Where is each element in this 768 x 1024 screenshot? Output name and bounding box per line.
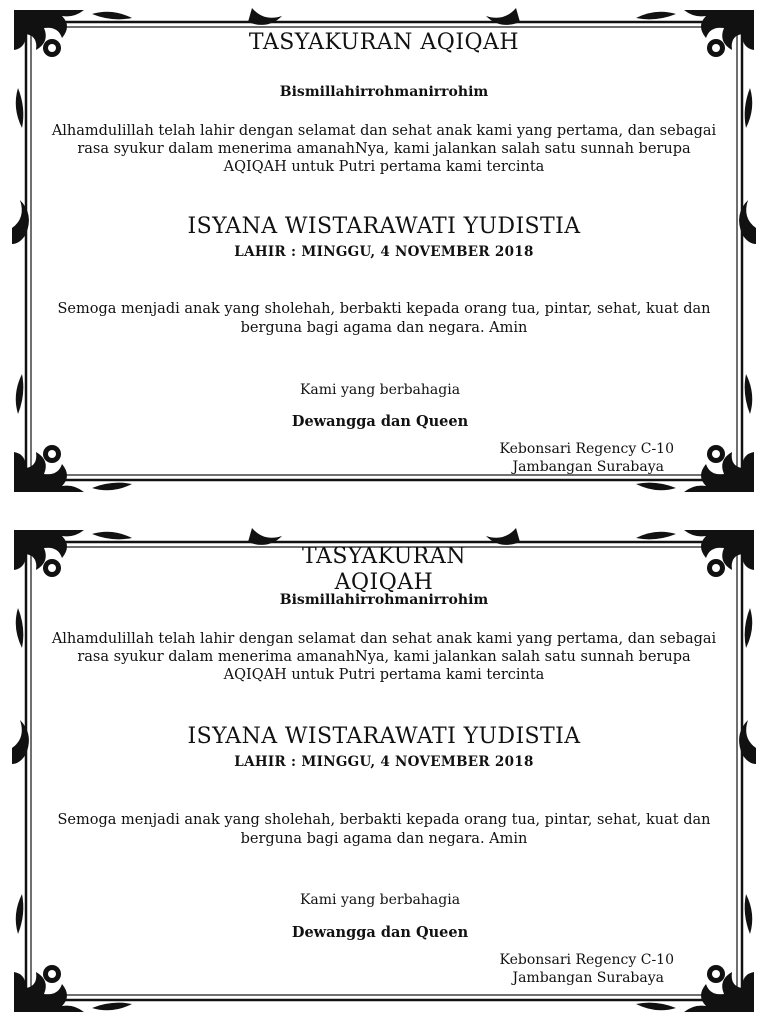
intro-line-2: rasa syukur dalam menerima amanahNya, kami jalankan salah satu sunnah berupa [77,649,691,665]
invitation-card-1 [12,8,756,494]
corner-ornament-top-right [636,10,754,128]
birth-date: LAHIR : MINGGU, 4 NOVEMBER 2018 [234,244,534,260]
intro-line-1: Alhamdulillah telah lahir dengan selamat dan sehat anak kami yang pertama, dan sebagai [51,631,717,647]
child-name: ISYANA WISTARAWATI YUDISTIA [187,214,581,239]
intro-line-2: rasa syukur dalam menerima amanahNya, kami jalankan salah satu sunnah berupa [77,141,691,157]
greeting-basmala: Bismillahirrohmanirrohim [279,84,489,100]
prayer-paragraph [12,300,756,338]
prayer-line-1: Semoga menjadi anak yang sholehah, berbakti kepada orang tua, pintar, sehat, kuat dan [57,812,711,828]
intro-line-1: Alhamdulillah telah lahir dengan selamat dan sehat anak kami yang pertama, dan sebagai [51,123,717,139]
greeting-basmala: Bismillahirrohmanirrohim [279,592,489,608]
address-line-1: Kebonsari Regency C-10 [499,952,674,968]
closing-line: Kami yang berbahagia [299,382,461,398]
parents-names: Dewangga dan Queen [291,924,469,941]
prayer-paragraph [12,811,756,849]
intro-paragraph [12,630,756,684]
address-block [474,440,674,476]
invitation-title: TASYAKURAN AQIQAH [248,30,520,55]
address-line-1: Kebonsari Regency C-10 [499,441,674,457]
invitation-title: TASYAKURAN AQIQAH [301,544,467,592]
intro-line-3: AQIQAH untuk Putri pertama kami tercinta [223,667,545,683]
prayer-line-2: berguna bagi agama dan negara. Amin [240,831,528,847]
corner-ornament-top-left [14,10,132,128]
invitation-card-2 [12,528,756,1014]
address-block [474,951,674,987]
address-line-2: Jambangan Surabaya [512,459,664,475]
birth-date: LAHIR : MINGGU, 4 NOVEMBER 2018 [234,754,534,770]
closing-line: Kami yang berbahagia [299,892,461,908]
child-name: ISYANA WISTARAWATI YUDISTIA [187,724,581,749]
parents-names: Dewangga dan Queen [291,413,469,430]
prayer-line-1: Semoga menjadi anak yang sholehah, berbakti kepada orang tua, pintar, sehat, kuat dan [57,301,711,317]
prayer-line-2: berguna bagi agama dan negara. Amin [240,320,528,336]
address-line-2: Jambangan Surabaya [512,970,664,986]
corner-ornament-bottom-left [14,894,132,1012]
intro-paragraph [12,122,756,176]
intro-line-3: AQIQAH untuk Putri pertama kami tercinta [223,159,545,175]
